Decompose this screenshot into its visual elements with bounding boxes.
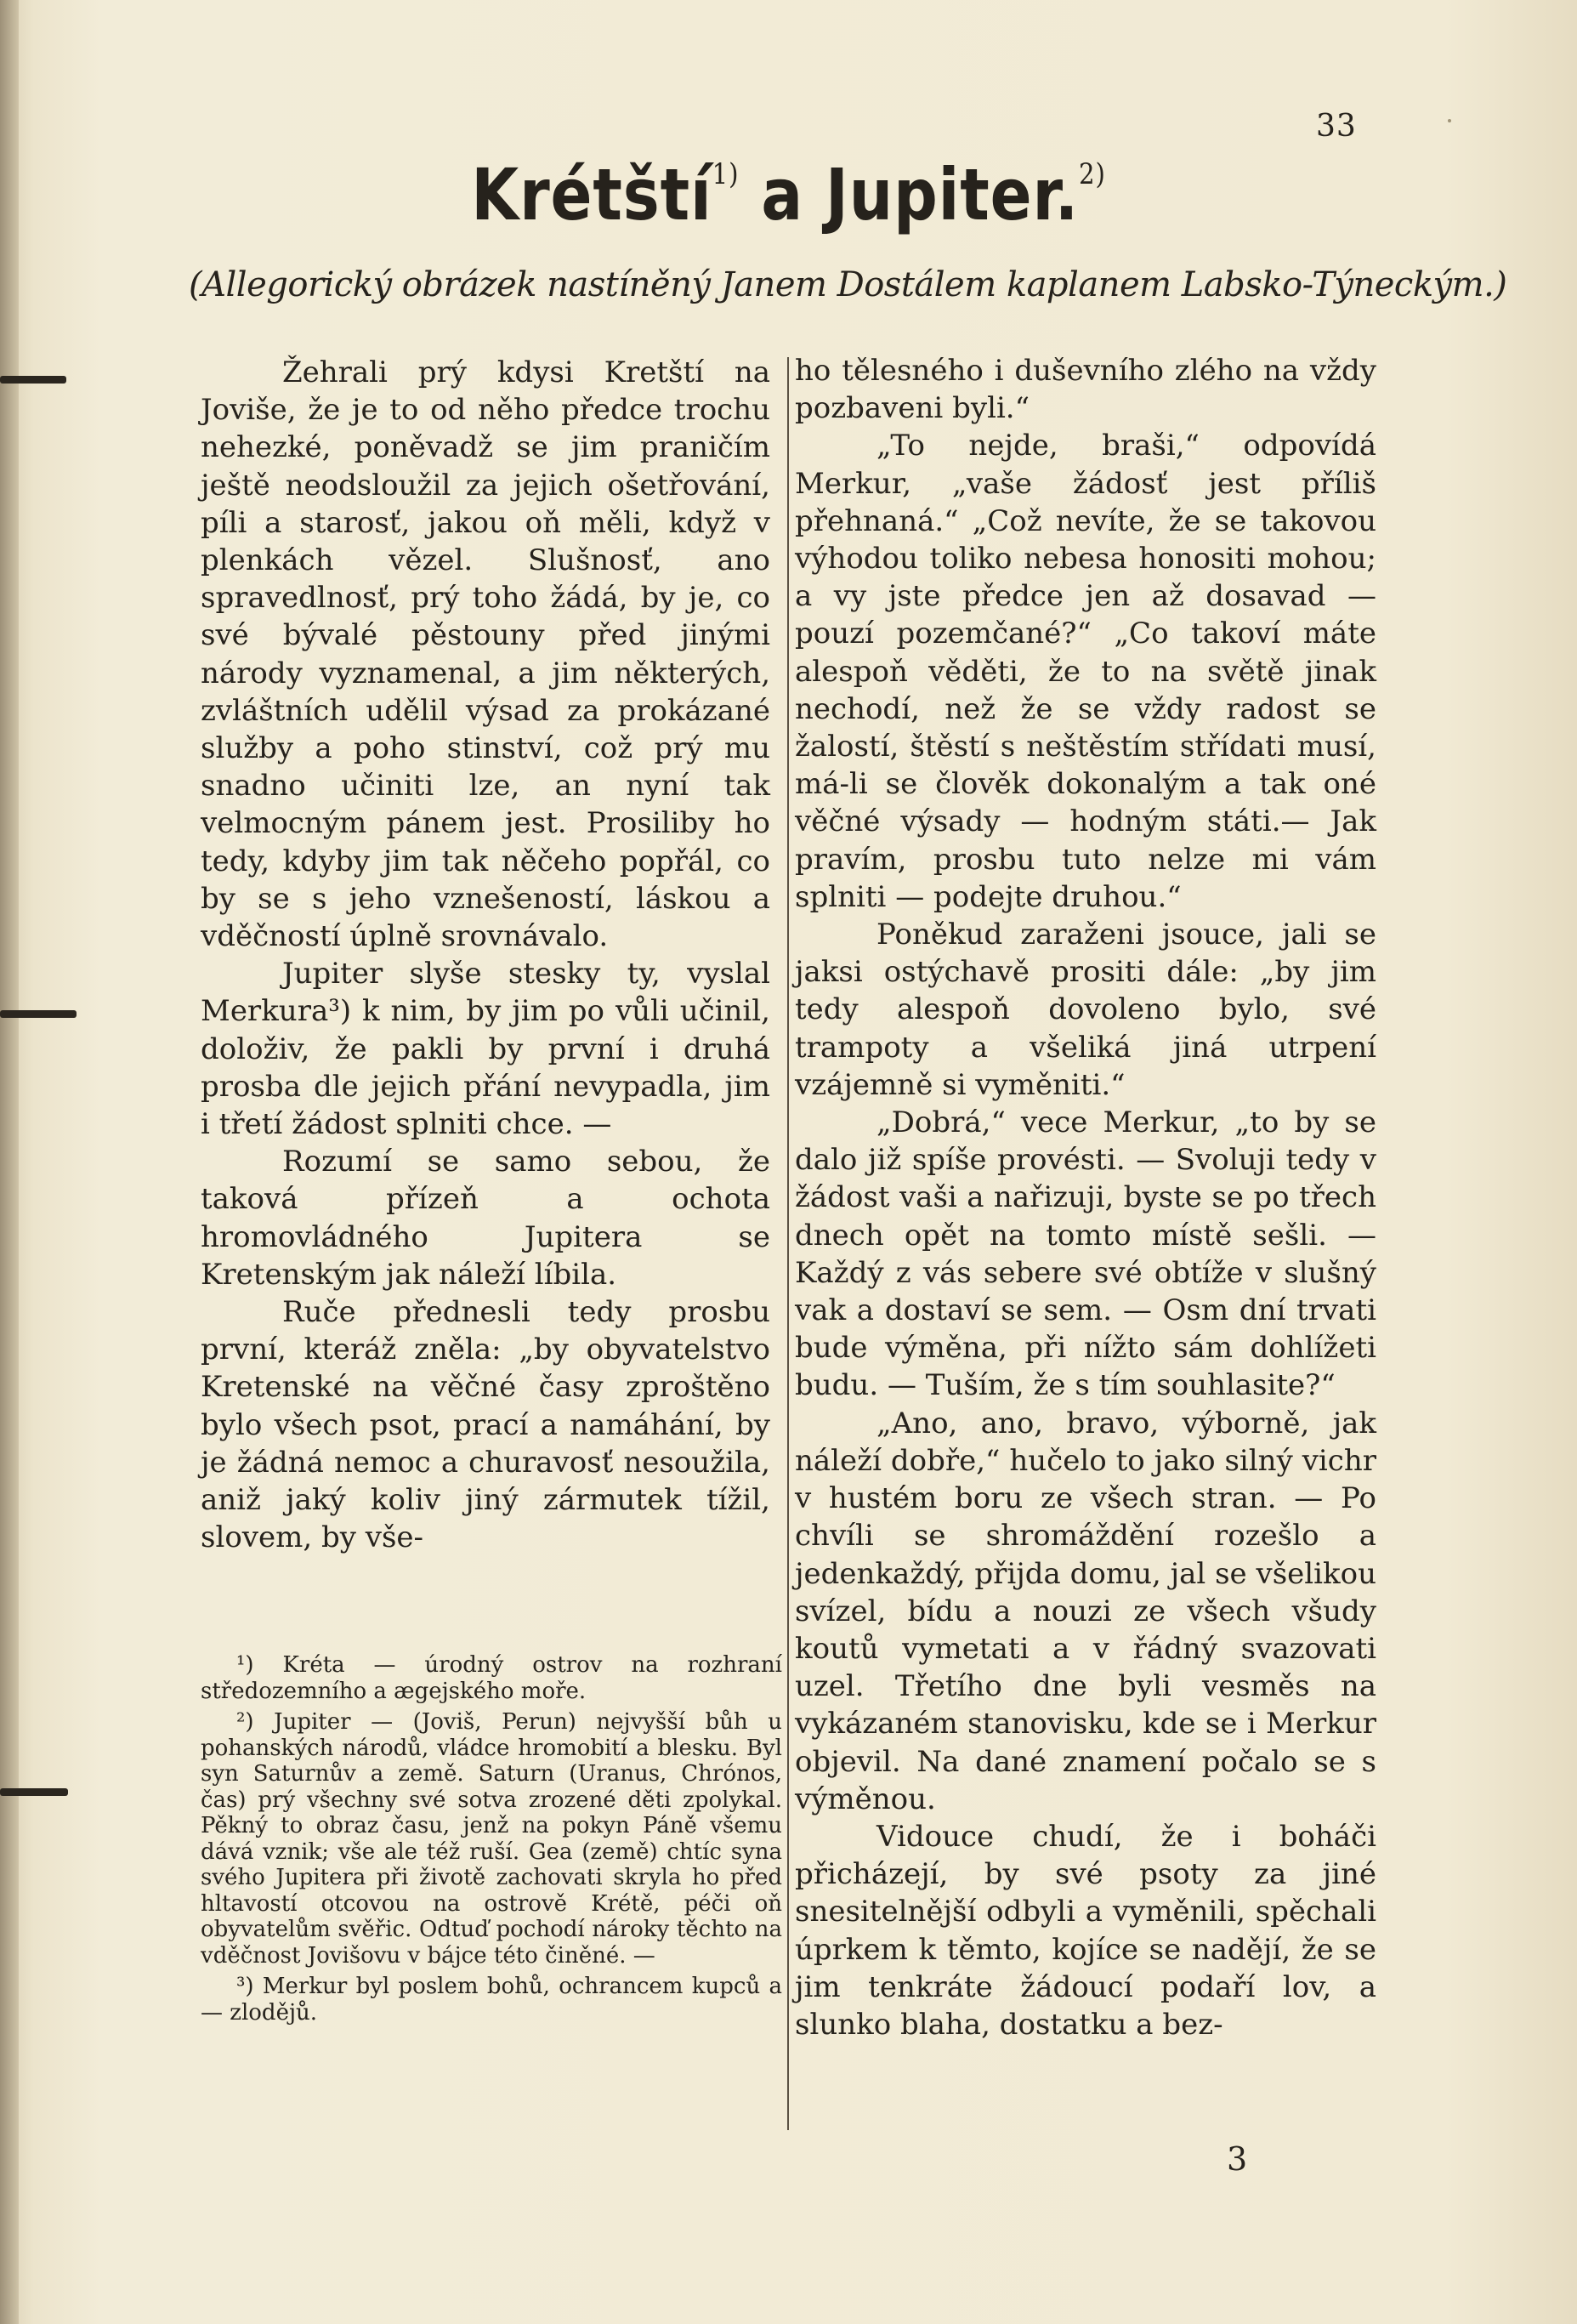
footnote-text: Jupiter — (Joviš, Perun) nejvyšší bůh u pohanských národů, vládce hromobití a blesku. Byl syn Saturnův a země. Saturn (Uranus, Chrónos, čas) prý všechny své sotva zrozené děti zpolykal. Pěkný to obraz času, jenž na pokyn Páně všemu dává vznik; vše ale též ruší. Gea (země) chtíc syna svého Jupitera při životě zachovati skryla ho před hltavostí otcovou na ostrově Krétě, péči oň obyvatelům svěřic. Odtuď pochodí nároky těchto na vděčnost Jovišovu v bájce této činěné. — xyxy=(201,1709,782,1969)
footnote-mark: ³) xyxy=(236,1974,254,1999)
binding-thread xyxy=(0,1010,77,1018)
page-binding-edge xyxy=(0,0,19,2324)
paragraph: „To nejde, braši,“ odpovídá Merkur, „vaše žádosť jest příliš přehnaná.“ „Což nevíte, že se takovou výhodou toliko nebesa honositi mohou; a vy jste předce jen až dosavad — pouzí pozemčané?“ „Co takoví máte alespoň věděti, že to na světě jinak nechodí, než že se vždy radost se žalostí, štěstí s neštěstím střídati musí, má-li se člověk dokonalým a tak oné věčné výsady — hodným státi.— Jak pravím, prosbu tuto nelze mi vám splniti — podejte druhou.“ xyxy=(795,429,1376,914)
column-divider xyxy=(787,357,789,2130)
paragraph: Jupiter slyše stesky ty, vyslal Merkura³) k nim, by jim po vůli učinil, doloživ, že pakli by první i druhá prosba dle jejich přání nevypadla, jim i třetí žádost splniti chce. — xyxy=(201,957,770,1142)
binding-thread xyxy=(0,1788,68,1796)
footnote xyxy=(201,1652,782,1704)
paragraph: „Dobrá,“ vece Merkur, „to by se dalo již spíše provésti. — Svoluji tedy v žádost vaši a nařizuji, byste se po třech dnech opět na tomto místě sešli. — Každý z vás sebere své obtíže v slušný vak a dostaví se sem. — Osm dní trvati bude výměna, při nížto sám dohlížeti budu. — Tuším, že s tím souhlasite?“ xyxy=(795,1105,1376,1403)
title-part-1: Krétští xyxy=(471,153,712,236)
footnote-mark: ¹) xyxy=(236,1652,254,1678)
footnote-text: Merkur byl poslem bohů, ochrancem kupců a — zlodějů. xyxy=(201,1974,782,2026)
footnote xyxy=(201,1974,782,2026)
title-part-2: a Jupiter. xyxy=(739,153,1080,236)
left-column xyxy=(201,354,770,1557)
footnotes xyxy=(201,1652,782,2031)
right-column xyxy=(795,352,1376,2043)
paragraph: Poněkud zaraženi jsouce, jali se jaksi ostýchavě prositi dále: „by jim tedy alespoň dovoleno bylo, své trampoty a všeliká jiná utrpení vzájemně si vyměniti.“ xyxy=(795,918,1376,1102)
paragraph: Ruče přednesli tedy prosbu první, kteráž zněla: „by obyvatelstvo Kretenské na věčné časy zproštěno bylo všech psot, prací a namáhání, by je žádná nemoc a churavosť nesoužila, aniž jaký koliv jiný zármutek tížil, slovem, by vše- xyxy=(201,1295,770,1555)
footnote-mark: ²) xyxy=(236,1709,254,1735)
subtitle: (Allegorický obrázek nastíněný Janem Dostálem kaplanem Labsko-Týneckým.) xyxy=(189,265,1507,304)
page-number: 33 xyxy=(1316,109,1357,144)
page-title xyxy=(111,153,1466,236)
paragraph: Žehrali prý kdysi Kretští na Joviše, že je to od něho předce trochu nehezké, poněvadž se jim praničím ještě neodsloužil za jejich ošetřování, píli a starosť, jakou oň měli, když v plenkách vězel. Slušnosť, ano spravedlnosť, prý toho žádá, by je, co své bývalé pěstouny před jinými národy vyznamenal, a jim některých, zvláštních udělil výsad za prokázané služby a poho stinství, což prý mu snadno učiniti lze, an nyní tak velmocným pánem jest. Prosiliby ho tedy, kdyby jim tak něčeho popřál, co by se s jeho vznešeností, láskou a vděčností úplně srovnávalo. xyxy=(201,355,770,954)
paragraph: Vidouce chudí, že i boháči přicházejí, by své psoty za jiné snesitelnější odbyli a vyměnili, spěchali úprkem k těmto, kojíce se nadějí, že se jim tenkráte žádoucí podaří lov, a slunko blaha, dostatku a bez- xyxy=(795,1819,1376,2042)
title-footnote-mark-1: 1) xyxy=(712,157,740,191)
paragraph: Rozumí se samo sebou, že taková přízeň a ochota hromovládného Jupitera se Kretenským jak náleží líbila. xyxy=(201,1145,770,1292)
paragraph: ho tělesného i duševního zlého na vždy pozbaveni byli.“ xyxy=(795,354,1376,426)
footnote xyxy=(201,1709,782,1969)
signature-mark: 3 xyxy=(1227,2140,1248,2178)
footnote-text: Kréta — úrodný ostrov na rozhraní středozemního a ægejského moře. xyxy=(201,1652,782,1704)
paper-speck xyxy=(1448,119,1451,122)
paragraph: „Ano, ano, bravo, výborně, jak náleží dobře,“ hučelo to jako silný vichr v hustém boru ze všech stran. — Po chvíli se shromáždění rozešlo a jedenkaždý, přijda domu, jal se všelikou svízel, bídu a nouzi ze všech všudy koutů vymetati a v řádný svazovati uzel. Třetího dne byli vesměs na vykázaném stanovisku, kde se i Merkur objevil. Na dané znamení počalo se s výměnou. xyxy=(795,1406,1376,1816)
title-footnote-mark-2: 2) xyxy=(1079,157,1106,191)
binding-thread xyxy=(0,376,66,384)
